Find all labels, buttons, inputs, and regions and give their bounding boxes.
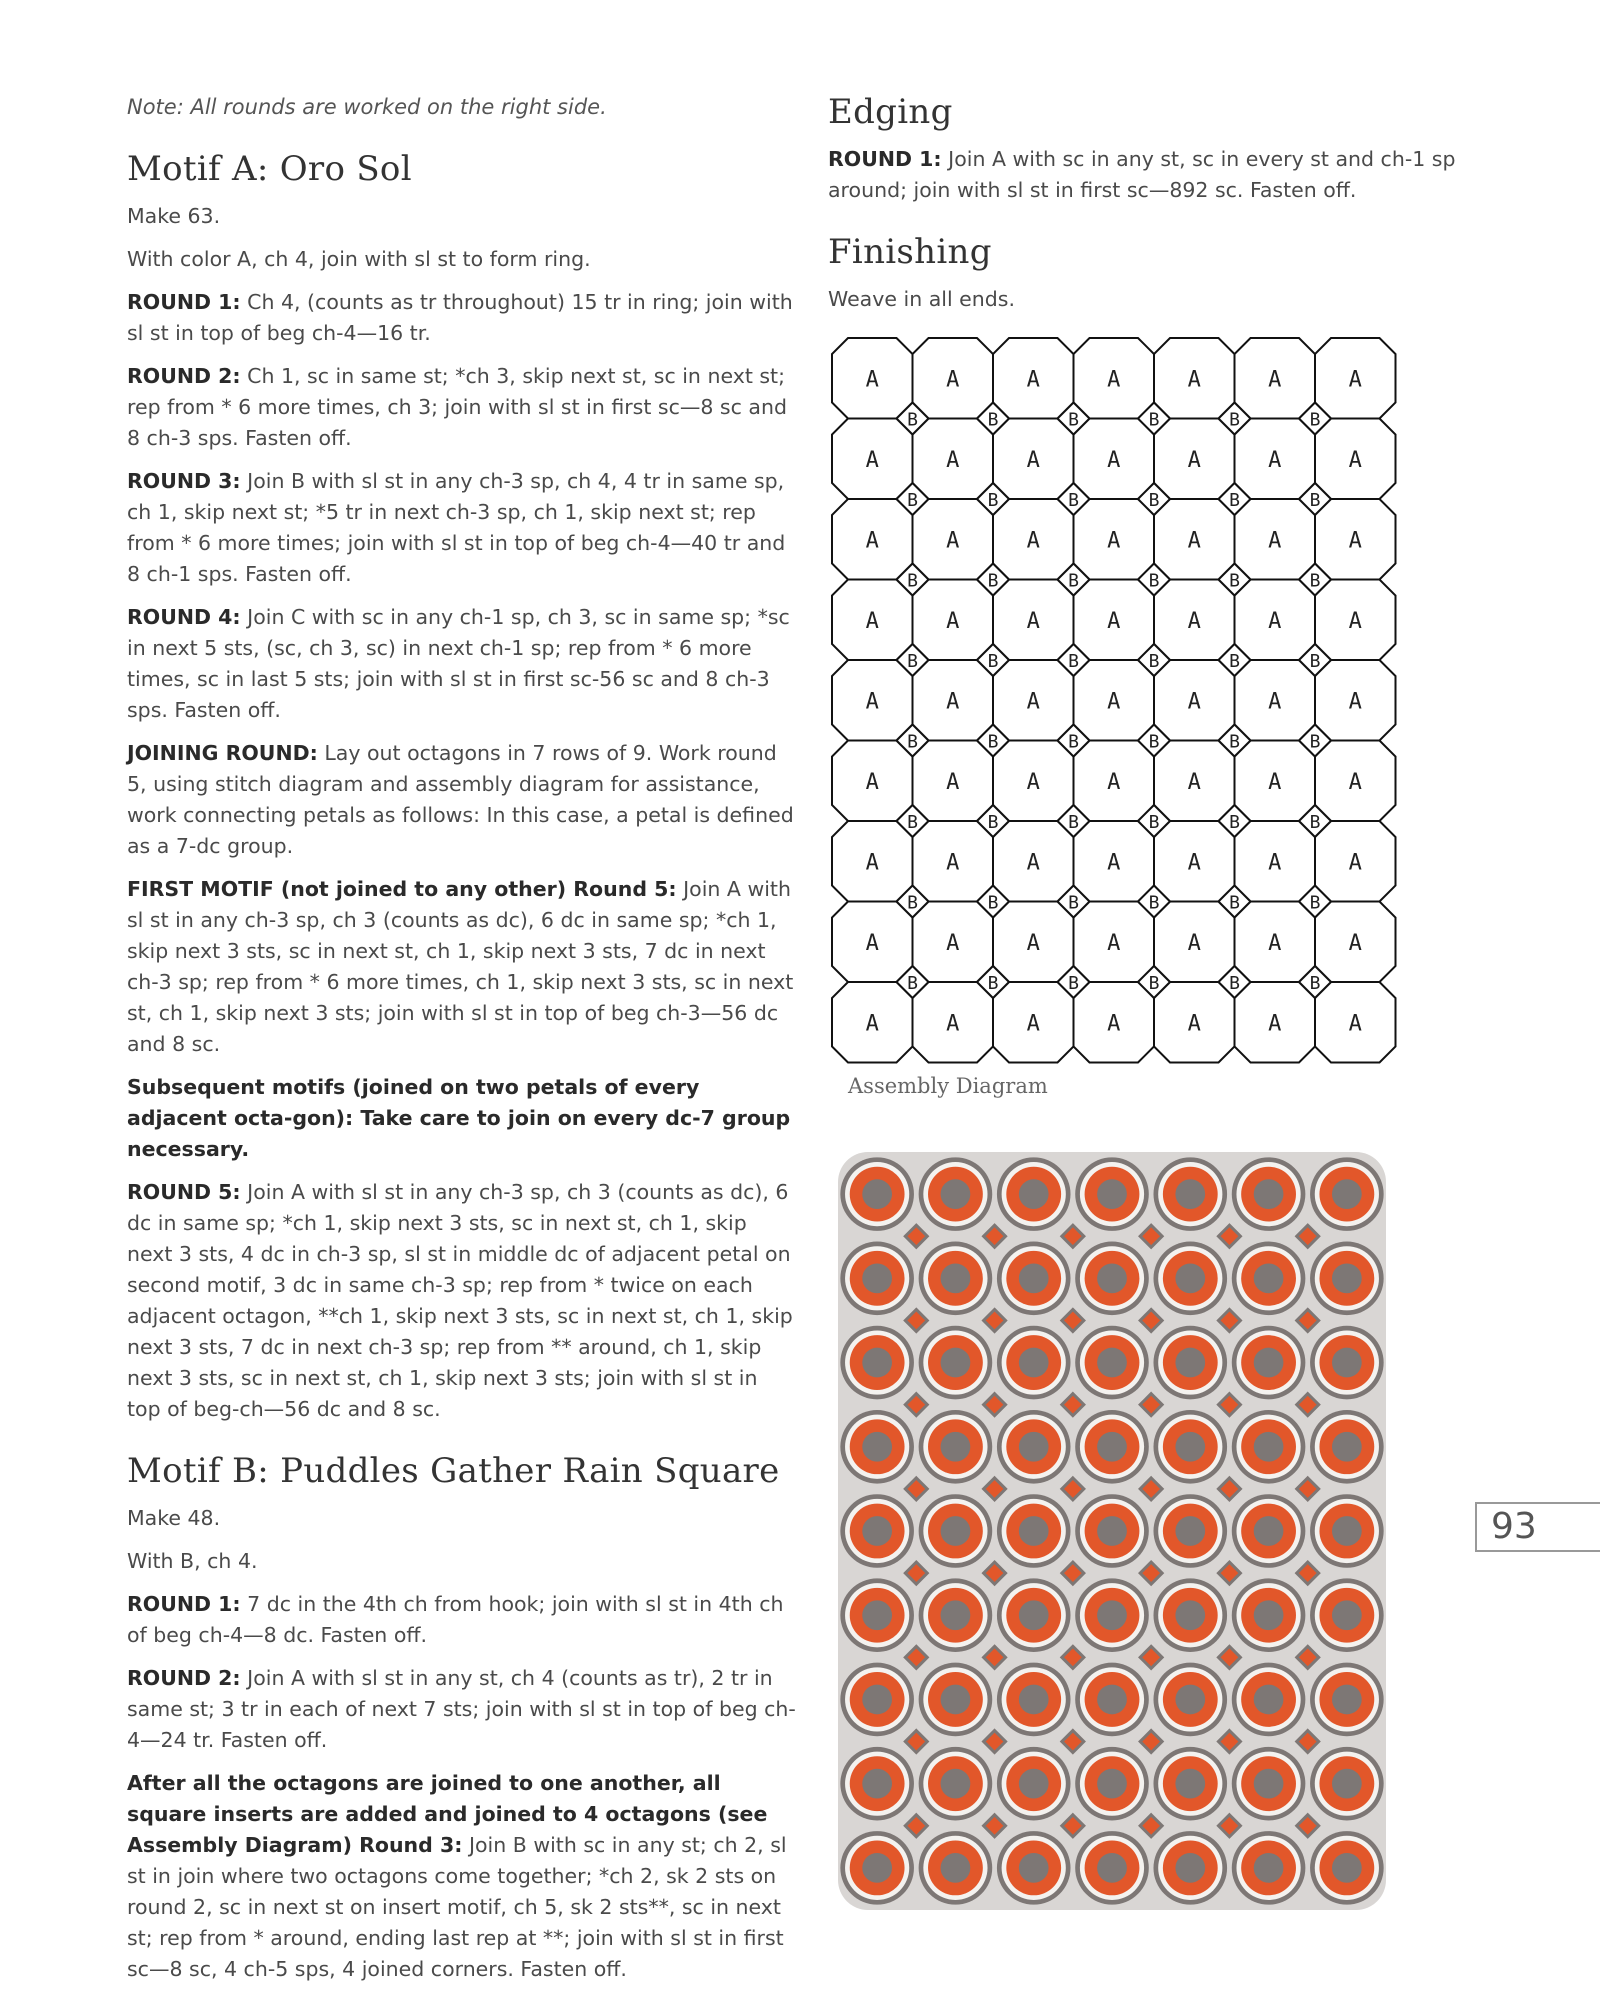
square-label: B <box>1148 731 1160 753</box>
octagon-label: A <box>1187 367 1201 393</box>
square-label: B <box>1309 731 1321 753</box>
motifA-paragraph-text: Lay out octagons in 7 rows of 9. Work round 5, using stitch diagram and assembly diagram for assistance, work connecting petals as follows: In this case, a petal is defined as a 7-dc group. <box>127 741 794 858</box>
octagon-label: A <box>946 447 960 473</box>
flower-ring <box>1097 1600 1127 1630</box>
motifB-paragraph-text: With B, ch 4. <box>127 1549 258 1573</box>
flower-ring <box>1254 1263 1284 1293</box>
flower-ring <box>941 1179 971 1209</box>
square-label: B <box>1068 892 1079 914</box>
flower-ring <box>1019 1432 1049 1462</box>
flower-ring <box>1175 1516 1205 1546</box>
motifB-paragraph-label: ROUND 1: <box>127 1592 241 1616</box>
flower-ring <box>1019 1685 1049 1715</box>
left-column <box>127 92 797 1997</box>
octagon-label: A <box>865 367 879 393</box>
edging-label: ROUND 1: <box>828 147 942 171</box>
octagon-label: A <box>865 447 879 473</box>
flower-ring <box>1332 1348 1362 1378</box>
assembly-diagram <box>830 336 1398 1064</box>
edging-heading: Edging <box>828 92 953 132</box>
octagon-label: A <box>946 689 960 715</box>
square-label: B <box>1068 409 1079 431</box>
motifA-paragraph-text: With color A, ch 4, join with sl st to form ring. <box>127 247 591 271</box>
octagon-label: A <box>1348 608 1362 634</box>
square-label: B <box>1068 570 1079 592</box>
blanket-photo <box>832 1146 1392 1916</box>
motifA-paragraph-label: ROUND 5: <box>127 1180 241 1204</box>
square-label: B <box>1068 651 1079 672</box>
flower-ring <box>1254 1853 1284 1883</box>
motifB-paragraph <box>127 1768 797 1985</box>
note-text: Note: All rounds are worked on the right side. <box>127 95 607 119</box>
motifA-paragraph <box>127 244 797 275</box>
square-label: B <box>1309 651 1321 672</box>
octagon-label: A <box>1107 1011 1121 1037</box>
motifA-paragraph-label: ROUND 4: <box>127 605 241 629</box>
octagon-label: A <box>1187 528 1201 554</box>
flower-ring <box>1175 1263 1205 1293</box>
square-label: B <box>987 812 999 833</box>
square-label: B <box>907 570 918 592</box>
square-label: B <box>1068 731 1079 753</box>
flower-ring <box>941 1263 971 1293</box>
motifA-paragraph-text: Ch 4, (counts as tr throughout) 15 tr in ring; join with sl st in top of beg ch-4—16 tr. <box>127 290 793 345</box>
flower-ring <box>1097 1179 1127 1209</box>
flower-ring <box>1175 1853 1205 1883</box>
square-label: B <box>1229 651 1240 672</box>
square-label: B <box>987 892 999 914</box>
flower-ring <box>941 1432 971 1462</box>
octagon-label: A <box>1026 528 1040 554</box>
flower-ring <box>1097 1685 1127 1715</box>
motifA-paragraph-text: Ch 1, sc in same st; *ch 3, skip next st, sc in next st; rep from * 6 more times, ch 3; join with sl st in first sc—8 sc and 8 ch-3 sps. Fasten off. <box>127 364 787 450</box>
octagon-label: A <box>1026 689 1040 715</box>
octagon-label: A <box>946 930 960 956</box>
square-label: B <box>1229 892 1240 914</box>
flower-ring <box>1019 1179 1049 1209</box>
flower-ring <box>1254 1432 1284 1462</box>
flower-ring <box>1019 1600 1049 1630</box>
octagon-label: A <box>1107 447 1121 473</box>
flower-ring <box>862 1432 892 1462</box>
flower-ring <box>1019 1348 1049 1378</box>
motifB-paragraph-text: Join B with sc in any st; ch 2, sl st in join where two octagons come together; *ch 2, sk 2 sts on round 2, sc in next st on insert motif, ch 5, sk 2 sts**, sc in next st; rep from * around, ending last rep at **; join with sl st in first sc—8 sc, 4 ch-5 sps, 4 joined corners. Fasten off. <box>127 1833 787 1981</box>
motif-a-instructions <box>127 201 797 1425</box>
square-label: B <box>1309 892 1321 914</box>
flower-ring <box>862 1516 892 1546</box>
octagon-label: A <box>1268 528 1282 554</box>
motif-a-heading: Motif A: Oro Sol <box>127 149 412 189</box>
motifA-paragraph <box>127 1177 797 1425</box>
flower-ring <box>862 1179 892 1209</box>
flower-ring <box>1254 1685 1284 1715</box>
octagon-label: A <box>1026 850 1040 876</box>
octagon-label: A <box>1026 447 1040 473</box>
square-label: B <box>1229 490 1240 511</box>
flower-ring <box>941 1600 971 1630</box>
octagon-label: A <box>1187 850 1201 876</box>
flower-ring <box>1332 1263 1362 1293</box>
octagon-label: A <box>1187 1011 1201 1037</box>
motifB-paragraph-text: Join A with sl st in any st, ch 4 (counts as tr), 2 tr in same st; 3 tr in each of next 7 sts; join with sl st in top of beg ch-4—24 tr. Fasten off. <box>127 1666 796 1752</box>
flower-ring <box>862 1263 892 1293</box>
octagon-label: A <box>1026 769 1040 795</box>
motifA-paragraph-text: Join B with sl st in any ch-3 sp, ch 4, 4 tr in same sp, ch 1, skip next st; *5 tr in next ch-3 sp, ch 1, skip next st; rep from * 6 more times; join with sl st in top of beg ch-4—40 tr and 8 ch-1 sps. Fasten off. <box>127 469 786 586</box>
motifA-paragraph <box>127 602 797 726</box>
octagon-label: A <box>946 528 960 554</box>
flower-ring <box>1019 1853 1049 1883</box>
square-label: B <box>1068 490 1079 511</box>
octagon-label: A <box>865 769 879 795</box>
motifA-paragraph-label: ROUND 3: <box>127 469 241 493</box>
flower-ring <box>1097 1432 1127 1462</box>
octagon-label: A <box>1026 930 1040 956</box>
octagon-label: A <box>1187 689 1201 715</box>
motifA-paragraph-text: Make 63. <box>127 204 221 228</box>
square-label: B <box>1148 892 1160 914</box>
octagon-label: A <box>865 850 879 876</box>
octagon-label: A <box>1026 608 1040 634</box>
octagon-label: A <box>1026 1011 1040 1037</box>
square-label: B <box>1229 731 1240 753</box>
flower-ring <box>1332 1769 1362 1799</box>
square-label: B <box>1309 812 1321 833</box>
octagon-label: A <box>1107 608 1121 634</box>
octagon-label: A <box>946 1011 960 1037</box>
motifA-paragraph-label: Subsequent motifs (joined on two petals of every adjacent octa-gon): Take care to join on every dc-7 group necessary. <box>127 1075 791 1161</box>
octagon-label: A <box>865 1011 879 1037</box>
flower-ring <box>1097 1516 1127 1546</box>
octagon-label: A <box>1268 447 1282 473</box>
motifB-paragraph-label: ROUND 2: <box>127 1666 241 1690</box>
flower-ring <box>1332 1600 1362 1630</box>
motifA-paragraph-text: Join A with sl st in any ch-3 sp, ch 3 (counts as dc), 6 dc in same sp; *ch 1, skip next 3 sts, sc in next st, ch 1, skip next 3 sts, 4 dc in ch-3 sp, sl st in middle dc of adjacent petal on second motif, 3 dc in same ch-3 sp; rep from * twice on each adjacent octagon, **ch 1, skip next 3 sts, sc in next st, ch 1, skip next 3 sts, 7 dc in next ch-3 sp; rep from ** around, ch 1, skip next 3 sts, sc in next st, ch 1, skip next 3 sts; join with sl st in top of beg-ch—56 dc and 8 sc. <box>127 1180 793 1421</box>
octagon-label: A <box>1268 689 1282 715</box>
square-label: B <box>1148 409 1160 431</box>
square-label: B <box>1148 812 1160 833</box>
square-label: B <box>1309 973 1321 994</box>
motif-b-instructions <box>127 1503 797 1985</box>
flower-ring <box>941 1516 971 1546</box>
octagon-label: A <box>865 930 879 956</box>
motifB-paragraph-label: After all the octagons are joined to one another, all square inserts are added and joined to 4 octagons (see Assembly Diagram) Round 3: <box>127 1771 768 1857</box>
flower-ring <box>1332 1432 1362 1462</box>
motifA-paragraph <box>127 874 797 1060</box>
finishing-text: Weave in all ends. <box>828 287 1015 311</box>
square-label: B <box>1229 973 1240 994</box>
flower-ring <box>1097 1769 1127 1799</box>
square-label: B <box>907 892 918 914</box>
octagon-label: A <box>1107 930 1121 956</box>
octagon-label: A <box>1348 528 1362 554</box>
square-label: B <box>1148 570 1160 592</box>
flower-ring <box>1254 1348 1284 1378</box>
motifA-paragraph <box>127 287 797 349</box>
octagon-label: A <box>1268 1011 1282 1037</box>
square-label: B <box>1309 570 1321 592</box>
octagon-label: A <box>1348 367 1362 393</box>
octagon-label: A <box>1187 769 1201 795</box>
page-number-box <box>1475 1502 1600 1552</box>
flower-ring <box>941 1769 971 1799</box>
octagon-label: A <box>946 367 960 393</box>
square-label: B <box>1068 973 1079 994</box>
flower-ring <box>1097 1263 1127 1293</box>
square-label: B <box>1068 812 1079 833</box>
flower-ring <box>862 1348 892 1378</box>
flower-ring <box>1097 1348 1127 1378</box>
octagon-label: A <box>1348 689 1362 715</box>
motifA-paragraph-label: ROUND 1: <box>127 290 241 314</box>
flower-ring <box>862 1600 892 1630</box>
octagon-label: A <box>865 608 879 634</box>
flower-ring <box>1175 1600 1205 1630</box>
motifA-paragraph-text: Join C with sc in any ch-1 sp, ch 3, sc in same sp; *sc in next 5 sts, (sc, ch 3, sc) in next ch-1 sp; rep from * 6 more times, sc in last 5 sts; join with sl st in first sc-56 sc and 8 ch-3 sps. Fasten off. <box>127 605 790 722</box>
motifB-paragraph <box>127 1589 797 1651</box>
square-label: B <box>1309 490 1321 511</box>
square-label: B <box>987 570 999 592</box>
octagon-label: A <box>1268 850 1282 876</box>
square-label: B <box>1309 409 1321 431</box>
flower-ring <box>1332 1516 1362 1546</box>
flower-ring <box>1175 1769 1205 1799</box>
flower-ring <box>941 1685 971 1715</box>
octagon-label: A <box>946 850 960 876</box>
flower-ring <box>862 1853 892 1883</box>
motifA-paragraph-label: FIRST MOTIF (not joined to any other) Round 5: <box>127 877 677 901</box>
flower-ring <box>1175 1348 1205 1378</box>
octagon-label: A <box>1187 930 1201 956</box>
octagon-label: A <box>1348 930 1362 956</box>
flower-ring <box>862 1769 892 1799</box>
octagon-label: A <box>1107 528 1121 554</box>
finishing-heading: Finishing <box>828 232 992 272</box>
square-label: B <box>907 812 918 833</box>
octagon-label: A <box>946 769 960 795</box>
octagon-label: A <box>865 689 879 715</box>
motifB-paragraph <box>127 1663 797 1756</box>
flower-ring <box>1175 1432 1205 1462</box>
square-label: B <box>907 651 918 672</box>
octagon-label: A <box>865 528 879 554</box>
motifA-paragraph-label: JOINING ROUND: <box>127 741 318 765</box>
page-number: 93 <box>1491 1506 1537 1547</box>
flower-ring <box>1175 1179 1205 1209</box>
square-label: B <box>907 731 918 753</box>
flower-ring <box>941 1853 971 1883</box>
square-label: B <box>1148 490 1160 511</box>
square-label: B <box>987 490 999 511</box>
flower-ring <box>1254 1769 1284 1799</box>
motifB-paragraph-text: Make 48. <box>127 1506 221 1530</box>
flower-ring <box>1019 1516 1049 1546</box>
square-label: B <box>987 651 999 672</box>
square-label: B <box>1229 812 1240 833</box>
flower-ring <box>862 1685 892 1715</box>
square-label: B <box>1229 570 1240 592</box>
flower-ring <box>1019 1263 1049 1293</box>
motifA-paragraph <box>127 201 797 232</box>
octagon-label: A <box>1268 930 1282 956</box>
square-label: B <box>907 490 918 511</box>
motifA-paragraph-text: Join A with sl st in any ch-3 sp, ch 3 (counts as dc), 6 dc in same sp; *ch 1, skip next 3 sts, sc in next st, ch 1, skip next 3 sts, 7 dc in next ch-3 sp; rep from * 6 more times, ch 1, skip next 3 sts, sc in next st, ch 1, skip next 3 sts; join with sl st in top of beg ch-3—56 dc and 8 sc. <box>127 877 794 1056</box>
octagon-label: A <box>1107 367 1121 393</box>
flower-ring <box>1332 1853 1362 1883</box>
flower-ring <box>941 1348 971 1378</box>
motifA-paragraph <box>127 738 797 862</box>
square-label: B <box>987 973 999 994</box>
flower-ring <box>1254 1600 1284 1630</box>
square-label: B <box>907 409 918 431</box>
octagon-label: A <box>1348 850 1362 876</box>
square-label: B <box>1148 651 1160 672</box>
assembly-diagram-caption: Assembly Diagram <box>848 1074 1048 1098</box>
octagon-label: A <box>1107 850 1121 876</box>
square-label: B <box>1229 409 1240 431</box>
motifA-paragraph-label: ROUND 2: <box>127 364 241 388</box>
octagon-label: A <box>1268 367 1282 393</box>
motifB-paragraph <box>127 1503 797 1534</box>
flower-ring <box>1175 1685 1205 1715</box>
octagon-label: A <box>1268 608 1282 634</box>
octagon-label: A <box>1187 608 1201 634</box>
motifA-paragraph <box>127 361 797 454</box>
edging-text: Join A with sc in any st, sc in every st and ch-1 sp around; join with sl st in first sc—892 sc. Fasten off. <box>828 147 1456 202</box>
flower-ring <box>1332 1179 1362 1209</box>
square-label: B <box>987 731 999 753</box>
octagon-label: A <box>1107 689 1121 715</box>
square-label: B <box>907 973 918 994</box>
edging-paragraph <box>828 144 1468 206</box>
octagon-label: A <box>946 608 960 634</box>
octagon-label: A <box>1268 769 1282 795</box>
flower-ring <box>1097 1853 1127 1883</box>
octagon-label: A <box>1187 447 1201 473</box>
motif-b-heading: Motif B: Puddles Gather Rain Square <box>127 1451 780 1491</box>
octagon-label: A <box>1348 447 1362 473</box>
flower-ring <box>1254 1516 1284 1546</box>
octagon-label: A <box>1026 367 1040 393</box>
motifB-paragraph-text: 7 dc in the 4th ch from hook; join with sl st in 4th ch of beg ch-4—8 dc. Fasten off. <box>127 1592 784 1647</box>
flower-ring <box>1019 1769 1049 1799</box>
motifA-paragraph <box>127 1072 797 1165</box>
motifA-paragraph <box>127 466 797 590</box>
flower-ring <box>1332 1685 1362 1715</box>
square-label: B <box>987 409 999 431</box>
flower-ring <box>1254 1179 1284 1209</box>
right-column <box>828 92 1468 327</box>
octagon-label: A <box>1348 1011 1362 1037</box>
square-label: B <box>1148 973 1160 994</box>
octagon-label: A <box>1107 769 1121 795</box>
octagon-label: A <box>1348 769 1362 795</box>
motifB-paragraph <box>127 1546 797 1577</box>
